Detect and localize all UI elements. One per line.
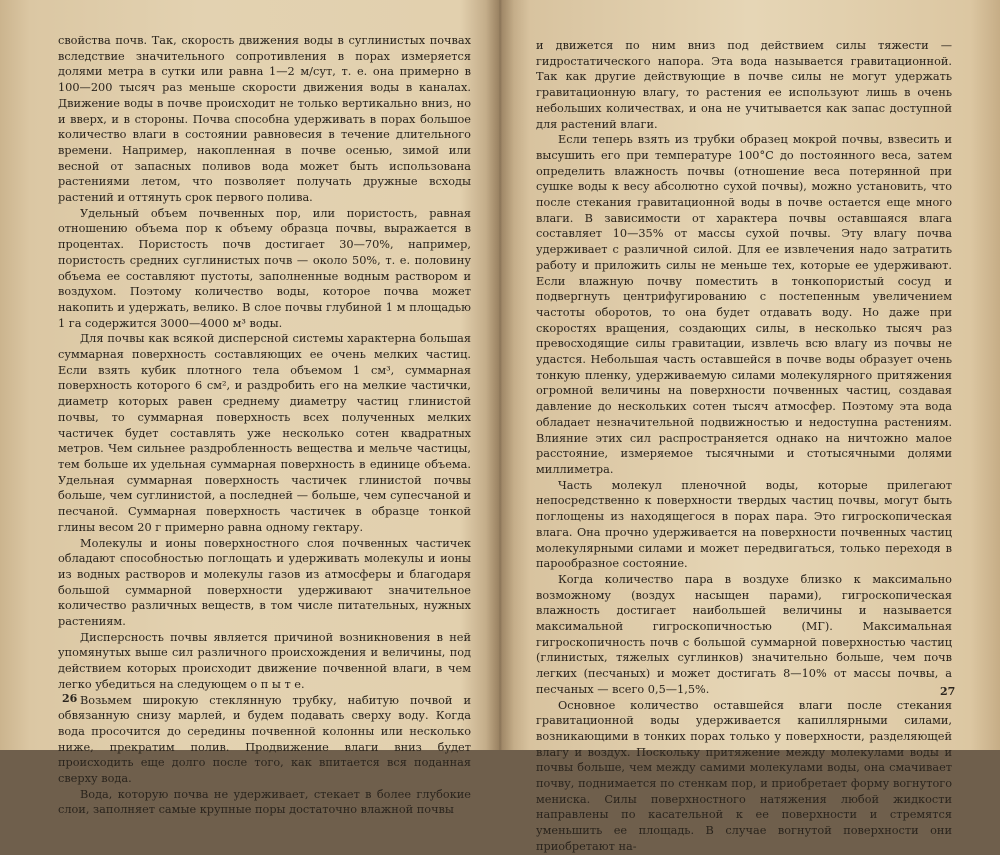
paragraph: Молекулы и ионы поверхностного слоя почвенных частичек обладают способностью поглощать и удерживать молекулы и ионы из водных растворов и молекулы газов из атмосферы и благодаря большой суммарной поверхности удерживают значительное количество различных веществ, в том числе питательных, нужных растениям. (58, 536, 471, 629)
paragraph: свойства почв. Так, скорость движения воды в суглинистых почвах вследствие значительного сопротивления в порах измеряется долями метра в сутки или равна 1—2 м/сут, т. е. она примерно в 100—200 тысяч раз меньше скорости движения воды в каналах. Движение воды в почве происходит не только вертикально вниз, но и вверх, и в стороны. Почва способна удерживать в порах большое количество влаги в состоянии равновесия в течение длительного времени. Например, накопленная в почве осенью, зимой или весной от запасных поливов вода может быть использована растениями летом, что позволяет получать дружные всходы растений и оттянуть срок первого полива. (58, 34, 471, 205)
paragraph: Вода, которую почва не удерживает, стекает в более глубокие слои, заполняет самые крупные поры достаточно влажной почвы (58, 787, 471, 817)
left-page (0, 0, 500, 817)
paragraph: и движется по ним вниз под действием силы тяжести — гидростатического напора. Эта вода называется гравитационной. Так как другие действующие в почве силы не могут удержать гравитационную влагу, то растения ее используют лишь в очень небольших количествах, и она не учитывается как запас доступной для растений влаги. (536, 39, 952, 131)
paragraph: Когда количество пара в воздухе близко к максимально возможному (воздух насыщен парами), гигроскопическая влажность достигает наибольшей величины и называется максимальной гигроскопичностью (МГ). Максимальная гигроскопичность почв с большой суммарной поверхностью частиц (глинистых, тяжелых суглинков) значительно больше, чем почв легких (песчаных) и может достигать 8—10% от массы почвы, а песчаных — всего 0,5—1,5%. (536, 572, 952, 696)
book-gutter (486, 0, 514, 750)
right-page-text (536, 38, 952, 855)
paragraph: Удельный объем почвенных пор, или пористость, равная отношению объема пор к объему образца почвы, выражается в процентах. Пористость почв достигает 30—70%, например, пористость средних суглинистых почв — около 50%, т. е. половину объема ее составляют пустоты, заполненные водным раствором и воздухом. Поэтому количество воды, которое почва может накопить и удержать, велико. В слое почвы глубиной 1 м площадью 1 га содержится 3000—4000 м³ воды. (58, 206, 471, 330)
paragraph: Основное количество оставшейся влаги после стекания гравитационной воды удерживается капиллярными силами, возникающими в тонких порах только у поверхности, разделяющей влагу и воздух. Поскольку притяжение между молекулами воды и почвы больше, чем между самими молекулами воды, она смачивает почву, поднимается по стенкам пор, и приобретает форму вогнутого мениска. Силы поверхностного натяжения любой жидкости направлены по касательной к ее поверхности и стремятся уменьшить ее площадь. В случае вогнутой поверхности они приобретают на- (536, 698, 952, 853)
right-page (500, 0, 1000, 853)
paragraph: Возьмем широкую стеклянную трубку, набитую почвой и обвязанную снизу марлей, и будем подавать сверху воду. Когда вода просочится до середины почвенной колонны или несколько ниже, прекратим полив. Продвижение влаги вниз будет происходить еще долго после того, как впитается вся поданная сверху вода. (58, 693, 471, 786)
paragraph: Часть молекул пленочной воды, которые прилегают непосредственно к поверхности твердых частиц почвы, могут быть поглощены из находящегося в порах пара. Это гигроскопическая влага. Она прочно удерживается на поверхности почвенных частиц молекулярными силами и может передвигаться, только переходя в парообразное состояние. (536, 478, 952, 571)
left-page-text (58, 33, 471, 818)
page-number: 26 (62, 692, 78, 705)
page-number: 27 (940, 685, 956, 698)
paragraph: Дисперсность почвы является причиной возникновения в ней упомянутых выше сил различного происхождения и величины, под действием которых происходит движение почвенной влаги, в чем легко убедиться на следующем о п ы т е. (58, 630, 471, 691)
paragraph: Если теперь взять из трубки образец мокрой почвы, взвесить и высушить его при температуре 100°С до постоянного веса, затем определить влажность почвы (отношение веса потерянной при сушке воды к весу абсолютно сухой почвы), можно установить, что после стекания гравитационной воды в почве остается еще много влаги. В зависимости от характера почвы оставшаяся влага составляет 10—35% от массы сухой почвы. Эту влагу почва удерживает с различной силой. Для ее извлечения надо затратить работу и приложить силы не меньше тех, которые ее удерживают. Если влажную почву поместить в тонкопористый сосуд и подвергнуть центрифугированию с постепенным увеличением частоты оборотов, то она будет отдавать воду. Но даже при скоростях вращения, создающих силы, в несколько тысяч раз превосходящие силы гравитации, извлечь всю влагу из почвы не удастся. Небольшая часть оставшейся в почве воды образует очень тонкую пленку, удерживаемую силами молекулярного притяжения огромной величины на поверхности почвенных частиц, создавая давление до нескольких сотен тысяч атмосфер. Поэтому эта вода обладает незначительной подвижностью и недоступна растениям. Влияние этих сил распространяется однако на ничтожно малое расстояние, измеряемое тысячными и стотысячными долями миллиметра. (536, 133, 952, 476)
paragraph: Для почвы как всякой дисперсной системы характерна большая суммарная поверхность составляющих ее очень мелких частиц. Если взять кубик плотного тела объемом 1 см³, суммарная поверхность которого 6 см², и раздробить его на мелкие частички, диаметр которых равен среднему диаметру частиц глинистой почвы, то суммарная поверхность всех полученных мелких частичек будет составлять уже несколько сотен квадратных метров. Чем сильнее раздробленность вещества и мельче частицы, тем больше их удельная суммарная поверхность в единице объема. Удельная суммарная поверхность частичек глинистой почвы больше, чем суглинистой, а последней — больше, чем супесчаной и песчаной. Суммарная поверхность частичек в образце тонкой глины весом 20 г примерно равна одному гектару. (58, 332, 471, 534)
